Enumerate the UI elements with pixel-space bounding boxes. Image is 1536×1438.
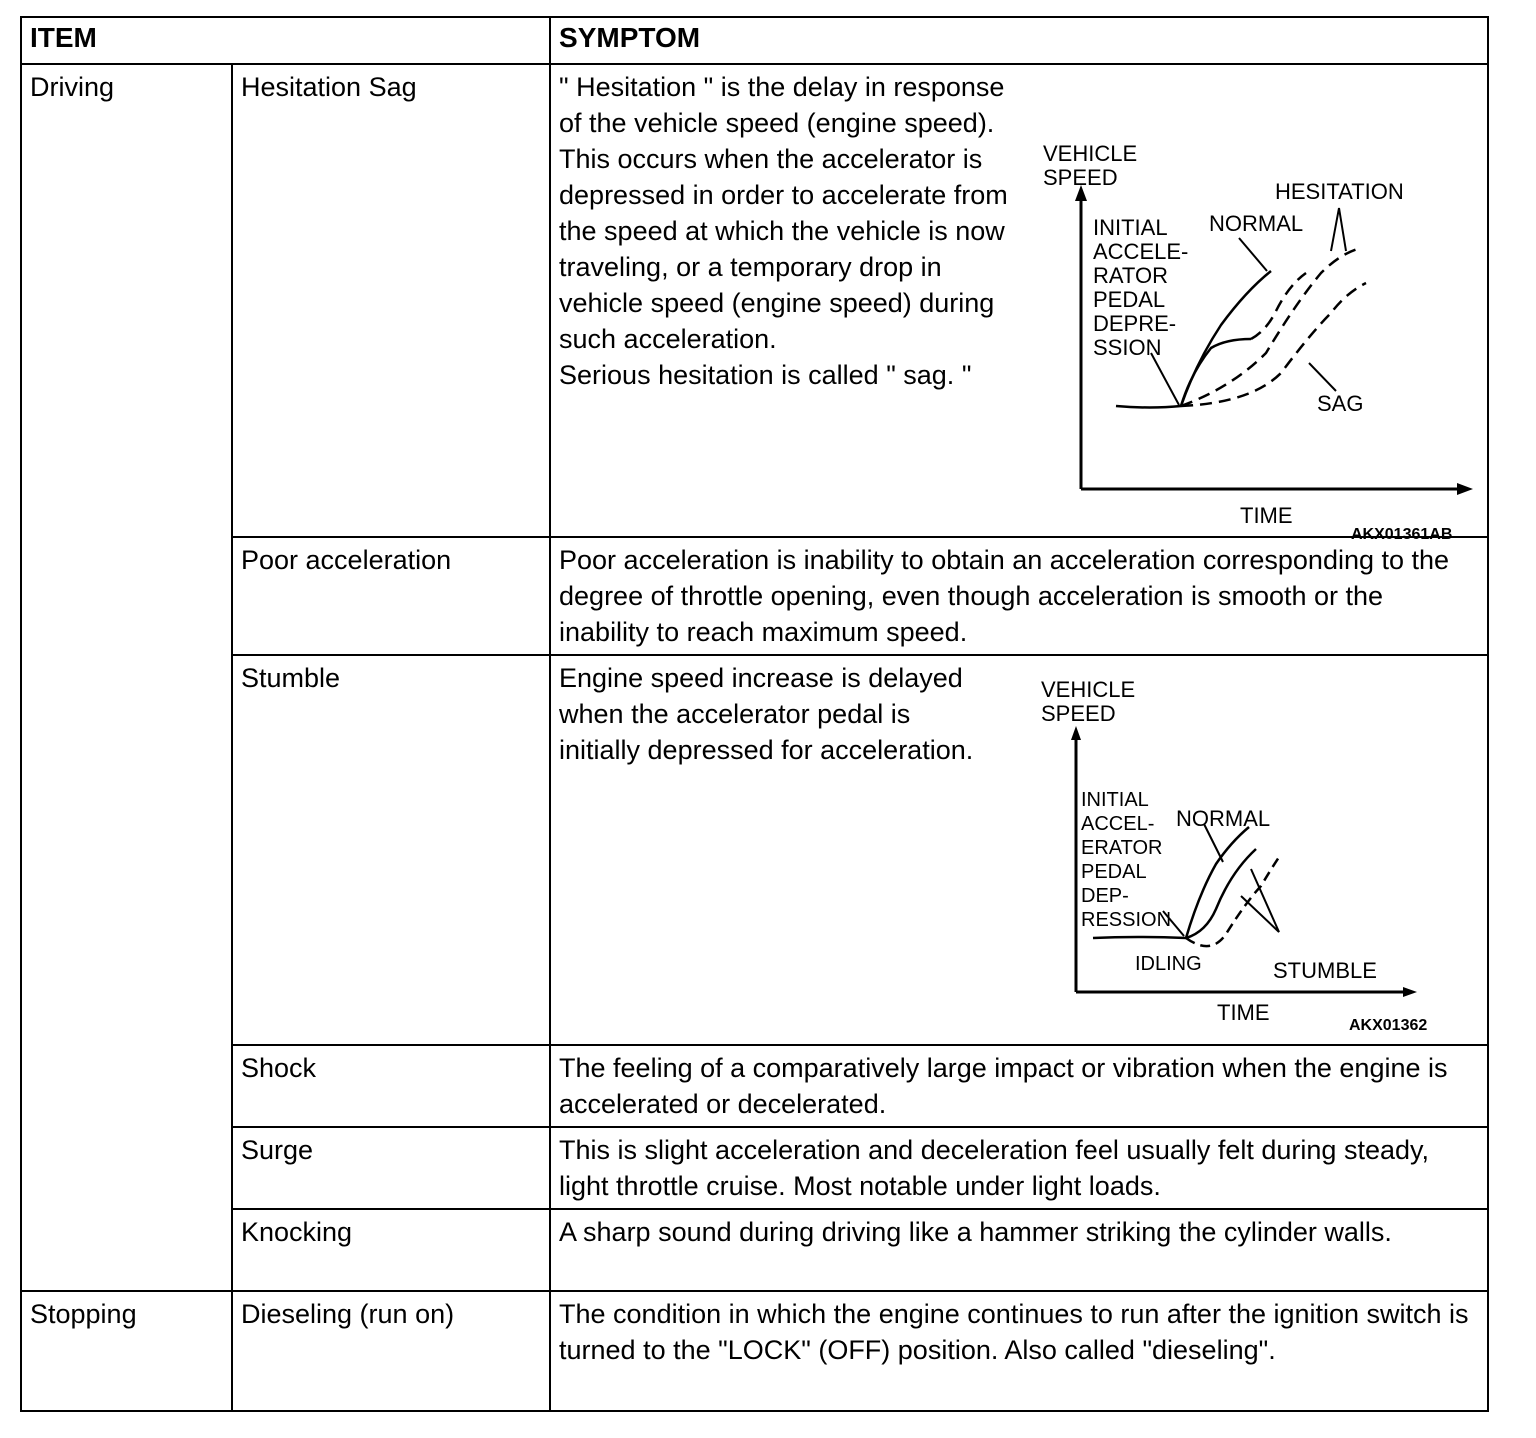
symptom-text: " Hesitation " is the delay in response of the vehicle speed (engine speed). This occurs when the accelerator is depressed in order to accelerate from the speed at which the vehicle is now traveling, or a temporary drop in vehicle speed (engine speed) during such acceleration. Serious hesitation is called " sag. ": [559, 72, 1008, 390]
normal-pointer: [1239, 238, 1267, 271]
hesitation-pointer: [1331, 208, 1346, 251]
pedal-note-3: ERATOR: [1081, 837, 1163, 859]
group-driving: Driving: [21, 64, 232, 1291]
item-cell: Surge: [232, 1127, 550, 1209]
y-label-2: SPEED: [1041, 701, 1116, 726]
y-label-1: VEHICLE: [1041, 677, 1136, 702]
symptom-cell: A sharp sound during driving like a hammer striking the cylinder walls.: [550, 1209, 1488, 1291]
pedal-note-5: DEPRE-: [1093, 311, 1177, 336]
pedal-note-1: INITIAL: [1093, 215, 1168, 240]
sag-label: SAG: [1317, 391, 1364, 416]
pedal-note-4: PEDAL: [1081, 861, 1147, 883]
figure-code: [1351, 520, 1486, 544]
symptom-cell: [550, 64, 1488, 543]
symptom-text: Engine speed increase is delayed when the accelerator pedal is initially depressed for acceleration.: [559, 663, 974, 765]
item-cell: Stumble: [232, 655, 550, 1045]
stumble-pointer: [1241, 869, 1279, 932]
normal-curve: [1186, 827, 1249, 938]
table-row: [21, 1209, 1488, 1291]
symptom-header: SYMPTOM: [550, 17, 1488, 64]
table-row: [21, 655, 1488, 1045]
item-cell: Hesitation Sag: [232, 64, 550, 537]
x-axis-arrow: [1403, 987, 1417, 997]
x-label: TIME: [1240, 503, 1293, 528]
stumble-diagram: [1021, 664, 1461, 1034]
sag-pointer: [1309, 363, 1336, 391]
symptom-cell: Poor acceleration is inability to obtain an acceleration corresponding to the degree of throttle opening, even though acceleration is smooth or the inability to reach maximum speed.: [550, 537, 1488, 655]
pedal-note-2: ACCEL-: [1081, 813, 1155, 835]
y-label-1: VEHICLE: [1043, 141, 1138, 166]
stumble-curve: [1186, 849, 1256, 938]
y-axis-arrow: [1071, 726, 1081, 740]
pedal-note-2: ACCELE-: [1093, 239, 1189, 264]
x-label: TIME: [1217, 1000, 1270, 1025]
figure2-code: AKX01362: [1349, 1017, 1428, 1034]
hesitation-label: HESITATION: [1275, 179, 1404, 204]
item-cell: Poor acceleration: [232, 537, 550, 655]
pedal-note-5: DEP-: [1081, 885, 1129, 907]
header-row: [21, 17, 1488, 64]
pedal-note-6: SSION: [1093, 335, 1162, 360]
pedal-note-1: INITIAL: [1081, 789, 1149, 811]
y-label-2: SPEED: [1043, 165, 1118, 190]
symptom-cell: [550, 655, 1488, 1045]
pedal-note-6: RESSION: [1081, 909, 1172, 931]
figure1-code: AKX01361AB: [1351, 526, 1453, 543]
item-cell: Shock: [232, 1045, 550, 1127]
item-header: ITEM: [21, 17, 550, 64]
symptom-table: [20, 16, 1489, 1412]
symptom-cell: The feeling of a comparatively large impact or vibration when the engine is accelerated or decelerated.: [550, 1045, 1488, 1127]
table-row: [21, 1045, 1488, 1127]
idle-line: [1116, 406, 1181, 408]
item-cell: Knocking: [232, 1209, 550, 1291]
normal-label: NORMAL: [1176, 806, 1271, 831]
item-cell: Dieseling (run on): [232, 1291, 550, 1411]
x-axis-arrow: [1457, 483, 1473, 495]
table-row: [21, 64, 1488, 537]
normal-label: NORMAL: [1209, 211, 1304, 236]
pedal-pointer: [1151, 353, 1179, 405]
table-row: [21, 537, 1488, 655]
hesitation-sag-diagram: [1021, 73, 1481, 528]
stumble-label: STUMBLE: [1273, 958, 1377, 983]
symptom-cell: This is slight acceleration and deceleration feel usually felt during steady, light throttle cruise. Most notable under light loads.: [550, 1127, 1488, 1209]
idle-line: [1093, 937, 1186, 938]
group-stopping: Stopping: [21, 1291, 232, 1411]
pedal-note-3: RATOR: [1093, 263, 1168, 288]
table-row: [21, 1127, 1488, 1209]
table-row: [21, 1291, 1488, 1411]
hesitation-curve-dashed: [1251, 273, 1306, 339]
symptom-cell: The condition in which the engine continues to run after the ignition switch is turned to the "LOCK" (OFF) position. Also called "dieseling".: [550, 1291, 1488, 1411]
pedal-note-4: PEDAL: [1093, 287, 1166, 312]
idling-label: IDLING: [1135, 953, 1202, 975]
